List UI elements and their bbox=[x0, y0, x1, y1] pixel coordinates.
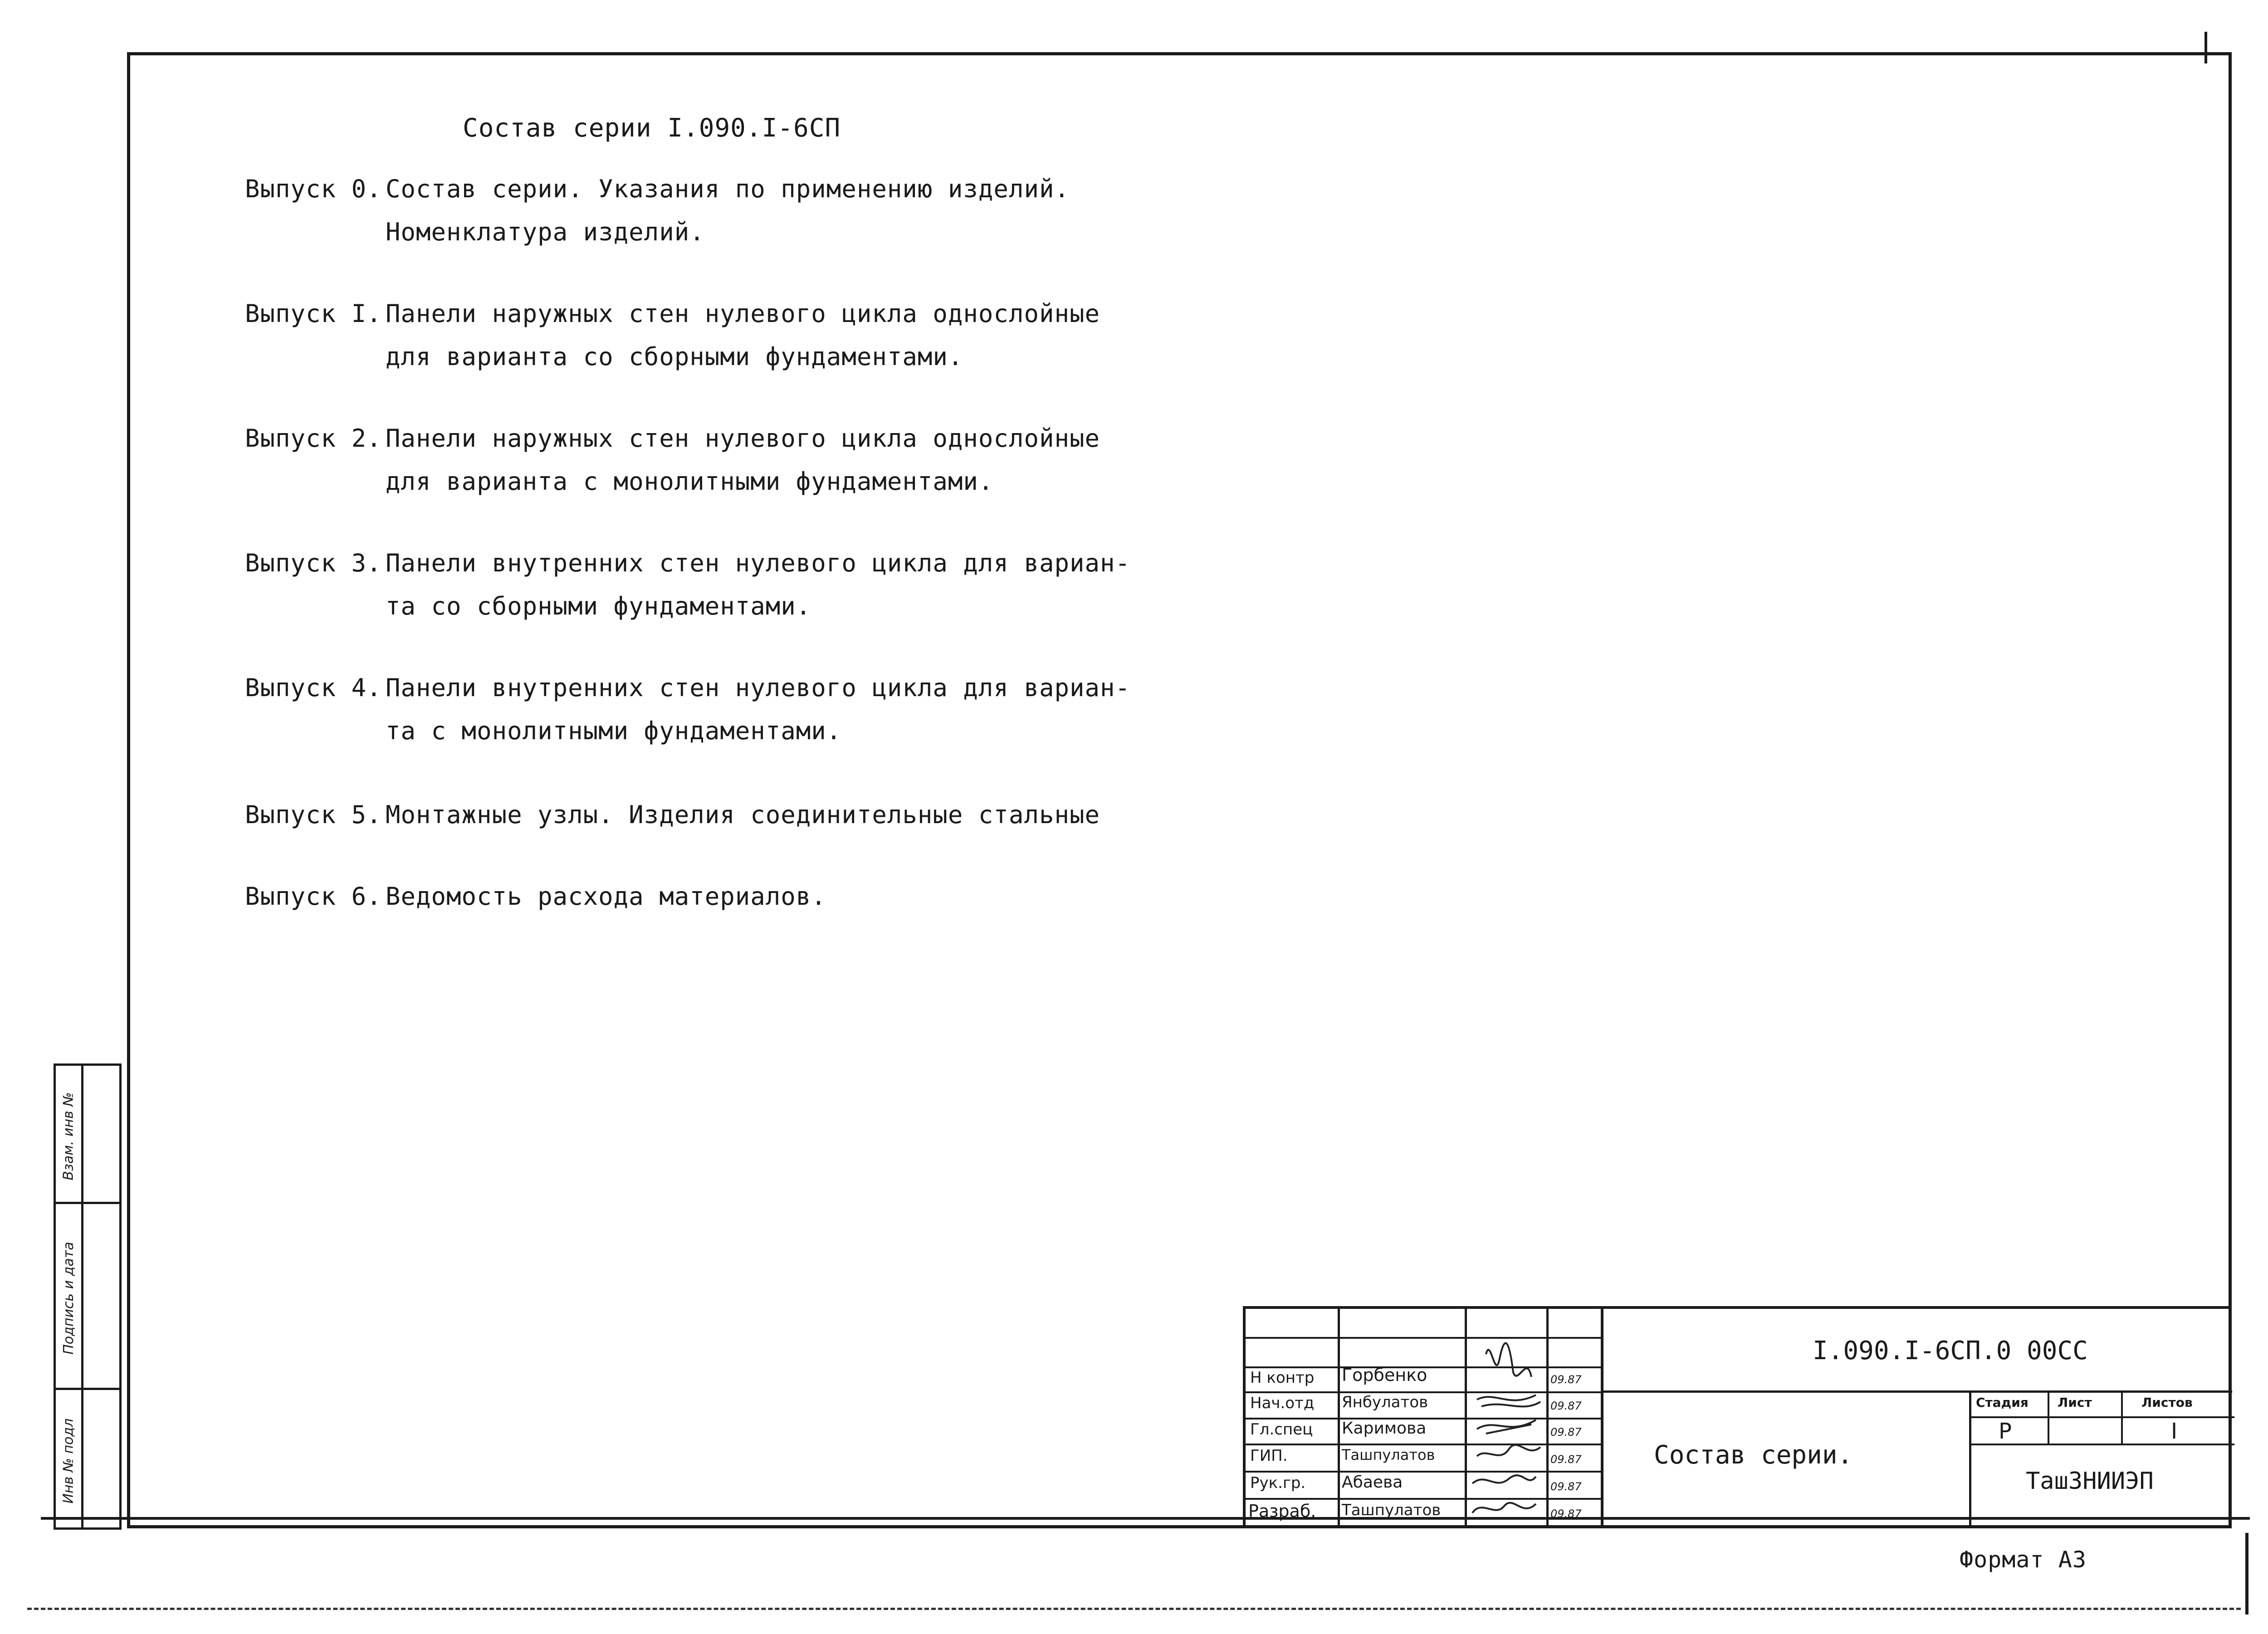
side-stamp-label: Инв № подл bbox=[60, 1418, 77, 1504]
section-title: Состав серии. bbox=[1654, 1440, 1853, 1470]
signature-date: 09.87 bbox=[1550, 1400, 1582, 1412]
format-label: Формат А3 bbox=[1960, 1546, 2087, 1573]
item-line-4-0: Панели внутренних стен нулевого цикла для вариан- bbox=[386, 673, 1131, 702]
signature-date: 09.87 bbox=[1550, 1453, 1582, 1466]
signature-role: Рук.гр. bbox=[1250, 1474, 1306, 1492]
item-line-0-1: Номенклатура изделий. bbox=[386, 218, 705, 246]
item-label-2: Выпуск 2. bbox=[245, 424, 382, 453]
side-stamp bbox=[54, 1063, 122, 1530]
signature-role: Разраб. bbox=[1248, 1501, 1316, 1521]
item-line-1-0: Панели наружных стен нулевого цикла однослойные bbox=[386, 299, 1100, 328]
signature-date: 09.87 bbox=[1550, 1426, 1582, 1439]
handwritten-signatures bbox=[1468, 1327, 1545, 1527]
item-label-5: Выпуск 5. bbox=[245, 800, 382, 829]
sheets-header: Листов bbox=[2141, 1395, 2193, 1410]
signature-name: Янбулатов bbox=[1342, 1393, 1428, 1411]
signature-date: 09.87 bbox=[1550, 1507, 1582, 1520]
item-line-3-1: та со сборными фундаментами. bbox=[386, 592, 811, 620]
side-stamp-cell-signature bbox=[54, 1202, 122, 1390]
item-line-0-0: Состав серии. Указания по применению изделий. bbox=[386, 175, 1070, 203]
item-label-1: Выпуск I. bbox=[245, 299, 382, 328]
sheets-value: I bbox=[2171, 1419, 2178, 1444]
item-line-2-1: для варианта с монолитными фундаментами. bbox=[386, 467, 994, 496]
signature-role: Гл.спец bbox=[1250, 1420, 1313, 1439]
organization-name: ТашЗНИИЭП bbox=[2026, 1468, 2154, 1495]
signature-name: Абаева bbox=[1342, 1473, 1403, 1492]
frame-right-edge bbox=[2245, 1533, 2248, 1614]
side-stamp-cell-replace bbox=[54, 1063, 122, 1204]
item-line-2-0: Панели наружных стен нулевого цикла однослойные bbox=[386, 424, 1100, 453]
signature-role: Н контр bbox=[1250, 1369, 1315, 1387]
signature-name: Ташпулатов bbox=[1342, 1446, 1435, 1463]
item-label-0: Выпуск 0. bbox=[245, 175, 382, 203]
item-line-3-0: Панели внутренних стен нулевого цикла для вариан- bbox=[386, 549, 1131, 577]
signature-name: Каримова bbox=[1342, 1419, 1427, 1438]
item-line-6-0: Ведомость расхода материалов. bbox=[386, 882, 826, 911]
side-stamp-cell-inventory bbox=[54, 1388, 122, 1530]
stage-value: Р bbox=[1999, 1419, 2012, 1444]
document-code: I.090.I-6СП.0 00СС bbox=[1813, 1336, 2088, 1366]
item-line-1-1: для варианта со сборными фундаментами. bbox=[386, 342, 963, 371]
sheet-header: Лист bbox=[2058, 1395, 2092, 1410]
item-line-4-1: та с монолитными фундаментами. bbox=[386, 717, 842, 745]
signature-date: 09.87 bbox=[1550, 1373, 1582, 1386]
item-label-4: Выпуск 4. bbox=[245, 673, 382, 702]
signature-role: Нач.отд bbox=[1250, 1394, 1315, 1412]
signature-role: ГИП. bbox=[1250, 1447, 1288, 1465]
item-line-5-0: Монтажные узлы. Изделия соединительные стальные bbox=[386, 800, 1100, 829]
signature-name: Горбенко bbox=[1342, 1365, 1427, 1385]
item-label-3: Выпуск 3. bbox=[245, 549, 382, 577]
signature-name: Ташпулатов bbox=[1342, 1501, 1441, 1519]
stage-header: Стадия bbox=[1976, 1395, 2028, 1410]
document-title: Состав серии I.090.I-6СП bbox=[463, 113, 841, 143]
item-label-6: Выпуск 6. bbox=[245, 882, 382, 911]
signature-date: 09.87 bbox=[1550, 1480, 1582, 1493]
side-stamp-label: Взам. инв № bbox=[60, 1092, 77, 1180]
side-stamp-label: Подпись и дата bbox=[60, 1242, 77, 1355]
title-block bbox=[1243, 1306, 2232, 1528]
sheet-cut-line bbox=[27, 1608, 2241, 1610]
